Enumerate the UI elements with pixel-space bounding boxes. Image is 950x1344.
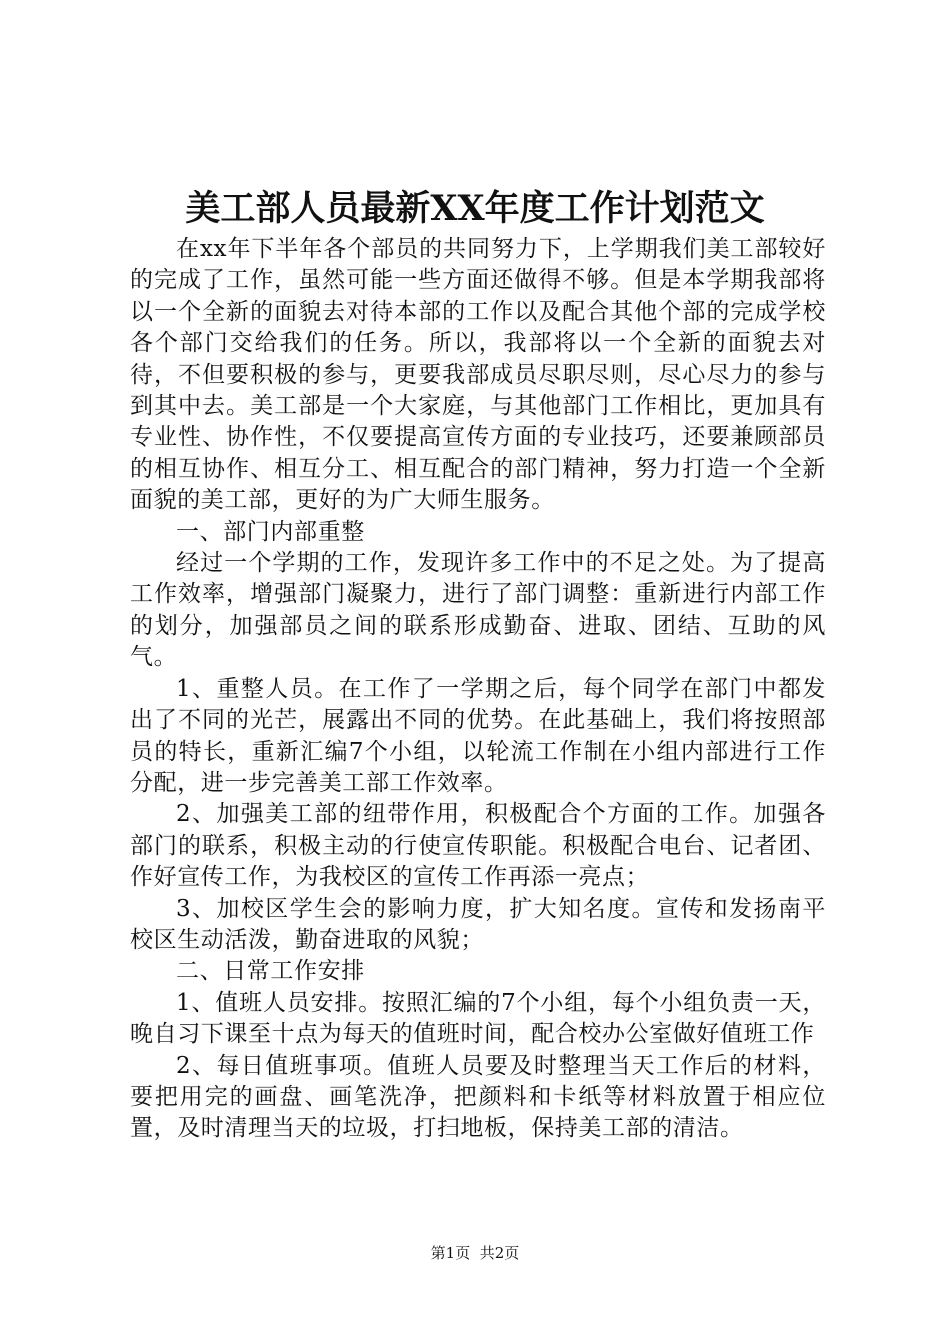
section-heading-2: 二、日常工作安排 bbox=[176, 958, 365, 985]
page-total: 共2页 bbox=[479, 1244, 520, 1262]
intro-paragraph: 在xx年下半年各个部员的共同努力下，上学期我们美工部较好的完成了工作，虽然可能一些方面还做得不够。但是本学期我部将以一个全新的面貌去对待本部的工作以及配合其他个部的完成学校各个部门交给我们的任务。所以，我部将以一个全新的面貌去对待，不但要积极的参与，更要我部成员尽职尽则，尽心尽力的参与到其中去。美工部是一个大家庭，与其他部门工作相比，更加具有专业性、协作性，不仅要提高宣传方面的专业技巧，还要兼顾部员的相互协作、相互分工、相互配合的部门精神，努力打造一个全新面貌的美工部，更好的为广大师生服务。 bbox=[130, 236, 826, 514]
body-paragraph: 经过一个学期的工作，发现许多工作中的不足之处。为了提高工作效率，增强部门凝聚力，进行了部门调整：重新进行内部工作的划分，加强部员之间的联系形成勤奋、进取、团结、互助的风气。 bbox=[130, 550, 826, 671]
body-paragraph: 1、重整人员。在工作了一学期之后，每个同学在部门中都发出了不同的光芒，展露出不同的优势。在此基础上，我们将按照部员的特长，重新汇编7个小组，以轮流工作制在小组内部进行工作分配，进一步完善美工部工作效率。 bbox=[130, 675, 826, 796]
body-paragraph: 1、值班人员安排。按照汇编的7个小组，每个小组负责一天，晚自习下课至十点为每天的值班时间，配合校办公室做好值班工作 bbox=[130, 989, 826, 1048]
page-footer bbox=[0, 1243, 950, 1263]
document-body bbox=[130, 234, 826, 1145]
body-paragraph: 3、加校区学生会的影响力度，扩大知名度。宣传和发扬南平校区生动活泼，勤奋进取的风貌； bbox=[130, 895, 826, 953]
page-number: 第1页 bbox=[430, 1244, 471, 1262]
section-heading-1: 一、部门内部重整 bbox=[176, 518, 365, 545]
body-paragraph: 2、加强美工部的纽带作用，积极配合个方面的工作。加强各部门的联系，积极主动的行使宣传职能。积极配合电台、记者团、作好宣传工作，为我校区的宣传工作再添一亮点； bbox=[130, 801, 826, 891]
body-paragraph: 2、每日值班事项。值班人员要及时整理当天工作后的材料，要把用完的画盘、画笔洗净，把颜料和卡纸等材料放置于相应位置，及时清理当天的垃圾，打扫地板，保持美工部的清洁。 bbox=[130, 1052, 826, 1142]
document-title: 美工部人员最新XX年度工作计划范文 bbox=[185, 188, 765, 229]
